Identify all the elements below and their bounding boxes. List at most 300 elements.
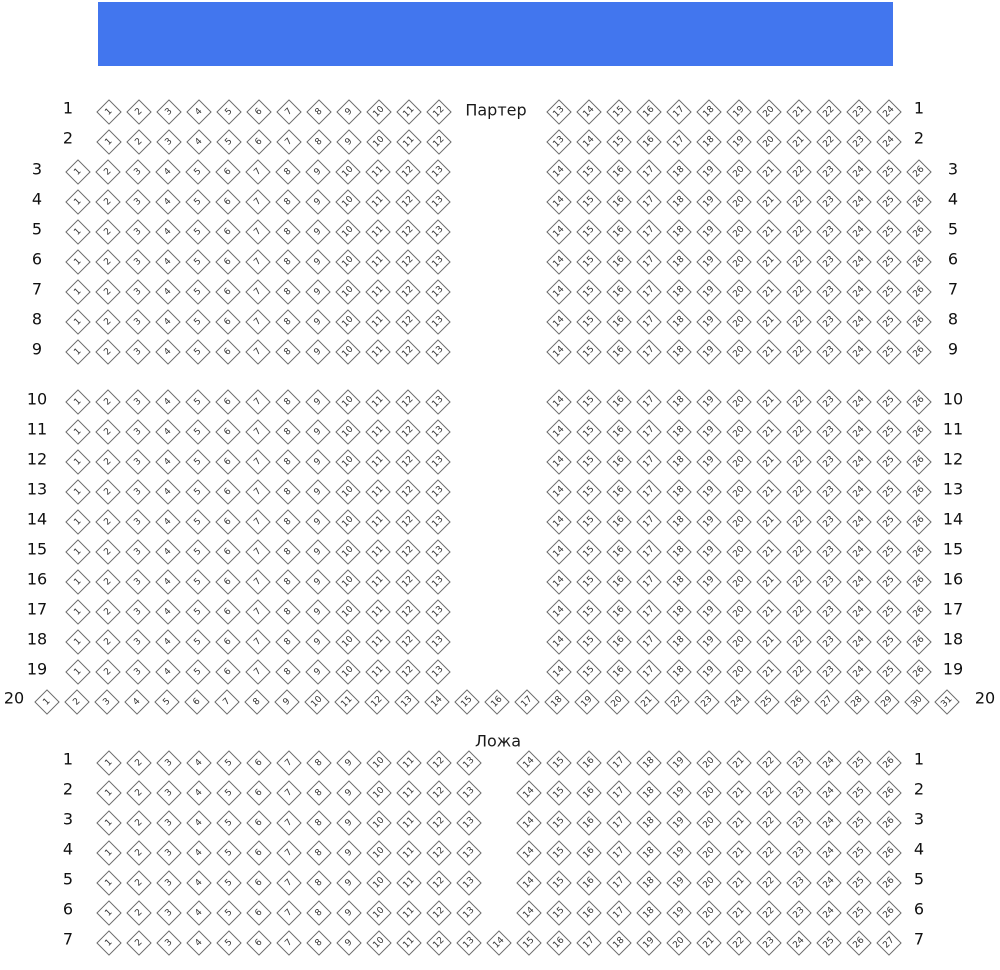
seat-number: 17 bbox=[641, 224, 657, 240]
seat-number: 6 bbox=[222, 426, 234, 438]
seat-number: 18 bbox=[641, 875, 657, 891]
seat-number: 27 bbox=[819, 694, 835, 710]
seat-number: 5 bbox=[192, 516, 204, 528]
seat-number: 22 bbox=[791, 664, 807, 680]
seat-number: 10 bbox=[340, 484, 356, 500]
seat-number: 26 bbox=[911, 544, 927, 560]
seat-number: 15 bbox=[551, 815, 567, 831]
seat-number: 7 bbox=[252, 256, 264, 268]
seat-number: 22 bbox=[669, 694, 685, 710]
seat-number: 7 bbox=[252, 576, 264, 588]
seat-number: 25 bbox=[881, 664, 897, 680]
seat-number: 13 bbox=[461, 905, 477, 921]
seat-number: 7 bbox=[283, 787, 295, 799]
seat-number: 5 bbox=[223, 787, 235, 799]
seat-number: 9 bbox=[343, 757, 355, 769]
parter-row-8-label-left: 8 bbox=[31, 309, 43, 329]
seat-number: 25 bbox=[851, 785, 867, 801]
seat-number: 13 bbox=[430, 194, 446, 210]
seat-number: 18 bbox=[671, 314, 687, 330]
seat-number: 17 bbox=[641, 314, 657, 330]
seat-number: 4 bbox=[193, 937, 205, 949]
seat-number: 18 bbox=[671, 344, 687, 360]
seat-number: 11 bbox=[401, 845, 417, 861]
seat-number: 9 bbox=[312, 396, 324, 408]
lozha-row-5-label-left: 5 bbox=[62, 869, 74, 889]
seat-number: 14 bbox=[551, 664, 567, 680]
seat-number: 22 bbox=[791, 544, 807, 560]
seat-number: 22 bbox=[761, 785, 777, 801]
seat-number: 17 bbox=[581, 935, 597, 951]
seat-number: 2 bbox=[102, 196, 114, 208]
parter-row-19-seat-26[interactable] bbox=[905, 658, 933, 686]
seat-number: 23 bbox=[821, 484, 837, 500]
seat-number: 20 bbox=[731, 284, 747, 300]
seat-number: 17 bbox=[611, 845, 627, 861]
seat-number: 24 bbox=[851, 224, 867, 240]
seat-number: 16 bbox=[641, 104, 657, 120]
seat-number: 2 bbox=[102, 286, 114, 298]
seat-number: 1 bbox=[72, 546, 84, 558]
seat-number: 21 bbox=[731, 845, 747, 861]
seat-number: 26 bbox=[911, 484, 927, 500]
seat-number: 17 bbox=[519, 694, 535, 710]
seat-number: 21 bbox=[761, 284, 777, 300]
seat-number: 13 bbox=[430, 424, 446, 440]
seat-number: 19 bbox=[701, 344, 717, 360]
seat-number: 19 bbox=[671, 905, 687, 921]
seat-number: 15 bbox=[611, 134, 627, 150]
seat-number: 12 bbox=[400, 514, 416, 530]
parter-row-1-label-right: 1 bbox=[913, 98, 925, 118]
seat-number: 11 bbox=[370, 194, 386, 210]
seat-number: 21 bbox=[761, 424, 777, 440]
section-title-lozha: Ложа bbox=[474, 731, 522, 751]
lozha-row-1-label-left: 1 bbox=[62, 749, 74, 769]
seat-number: 4 bbox=[162, 486, 174, 498]
seat-number: 24 bbox=[851, 544, 867, 560]
seat-number: 7 bbox=[252, 196, 264, 208]
seat-number: 22 bbox=[821, 134, 837, 150]
seat-number: 23 bbox=[791, 785, 807, 801]
seat-number: 18 bbox=[641, 755, 657, 771]
seat-number: 12 bbox=[400, 224, 416, 240]
parter-row-6-label-left: 6 bbox=[31, 249, 43, 269]
seat-number: 16 bbox=[581, 785, 597, 801]
seat-number: 8 bbox=[313, 787, 325, 799]
seat-number: 13 bbox=[430, 484, 446, 500]
seat-number: 7 bbox=[252, 316, 264, 328]
seat-number: 9 bbox=[312, 166, 324, 178]
seat-number: 23 bbox=[821, 194, 837, 210]
seat-number: 20 bbox=[731, 424, 747, 440]
seat-number: 9 bbox=[312, 636, 324, 648]
seat-number: 4 bbox=[162, 286, 174, 298]
seat-number: 15 bbox=[611, 104, 627, 120]
seat-number: 5 bbox=[161, 696, 173, 708]
seat-number: 18 bbox=[671, 284, 687, 300]
seat-number: 15 bbox=[581, 514, 597, 530]
seat-number: 20 bbox=[701, 815, 717, 831]
seat-number: 1 bbox=[72, 286, 84, 298]
seat-number: 24 bbox=[821, 905, 837, 921]
seat-number: 15 bbox=[581, 424, 597, 440]
seat-number: 5 bbox=[223, 907, 235, 919]
seat-number: 11 bbox=[370, 344, 386, 360]
seat-number: 23 bbox=[821, 574, 837, 590]
seat-number: 1 bbox=[72, 636, 84, 648]
seat-number: 26 bbox=[789, 694, 805, 710]
seat-number: 18 bbox=[671, 164, 687, 180]
seat-number: 24 bbox=[851, 254, 867, 270]
seat-number: 20 bbox=[731, 544, 747, 560]
seat-number: 14 bbox=[551, 224, 567, 240]
seat-number: 3 bbox=[132, 606, 144, 618]
seat-number: 7 bbox=[283, 877, 295, 889]
seat-number: 7 bbox=[283, 907, 295, 919]
seat-number: 21 bbox=[761, 544, 777, 560]
seat-number: 25 bbox=[881, 514, 897, 530]
seat-number: 22 bbox=[731, 935, 747, 951]
seat-number: 23 bbox=[791, 755, 807, 771]
seat-number: 17 bbox=[641, 344, 657, 360]
seat-number: 12 bbox=[400, 164, 416, 180]
seat-number: 8 bbox=[313, 106, 325, 118]
lozha-row-6-label-left: 6 bbox=[62, 899, 74, 919]
seat-number: 17 bbox=[611, 905, 627, 921]
seat-number: 9 bbox=[312, 546, 324, 558]
lozha-row-4-label-left: 4 bbox=[62, 839, 74, 859]
seat-number: 14 bbox=[551, 604, 567, 620]
seat-number: 2 bbox=[102, 426, 114, 438]
seat-number: 6 bbox=[253, 787, 265, 799]
seat-number: 6 bbox=[253, 937, 265, 949]
seat-number: 24 bbox=[851, 454, 867, 470]
seat-number: 22 bbox=[791, 424, 807, 440]
seat-number: 24 bbox=[851, 284, 867, 300]
seat-number: 18 bbox=[701, 134, 717, 150]
seat-number: 5 bbox=[223, 877, 235, 889]
seat-number: 7 bbox=[252, 426, 264, 438]
seat-number: 21 bbox=[731, 785, 747, 801]
seat-number: 17 bbox=[641, 604, 657, 620]
seat-number: 12 bbox=[400, 664, 416, 680]
seat-number: 5 bbox=[192, 396, 204, 408]
seat-number: 6 bbox=[222, 396, 234, 408]
seat-number: 13 bbox=[430, 164, 446, 180]
seat-number: 25 bbox=[881, 394, 897, 410]
lozha-row-7-label-right: 7 bbox=[913, 929, 925, 949]
seat-number: 22 bbox=[791, 344, 807, 360]
seat-number: 10 bbox=[340, 664, 356, 680]
seat-number: 15 bbox=[581, 344, 597, 360]
seat-number: 5 bbox=[192, 226, 204, 238]
seat-number: 3 bbox=[132, 546, 144, 558]
seat-number: 14 bbox=[491, 935, 507, 951]
seat-number: 16 bbox=[611, 344, 627, 360]
seat-number: 26 bbox=[881, 785, 897, 801]
seat-number: 18 bbox=[641, 785, 657, 801]
seat-number: 19 bbox=[671, 815, 687, 831]
seat-number: 2 bbox=[102, 546, 114, 558]
seat-number: 23 bbox=[821, 224, 837, 240]
parter-row-15-label-left: 15 bbox=[26, 539, 48, 559]
seat-number: 9 bbox=[343, 787, 355, 799]
seat-number: 8 bbox=[282, 226, 294, 238]
seat-number: 26 bbox=[911, 164, 927, 180]
seat-number: 3 bbox=[132, 396, 144, 408]
seat-number: 12 bbox=[431, 875, 447, 891]
seat-number: 6 bbox=[222, 456, 234, 468]
seat-number: 17 bbox=[641, 514, 657, 530]
seat-number: 26 bbox=[881, 815, 897, 831]
seat-number: 14 bbox=[551, 314, 567, 330]
seat-number: 19 bbox=[731, 134, 747, 150]
seat-number: 13 bbox=[551, 104, 567, 120]
seat-number: 6 bbox=[222, 226, 234, 238]
parter-row-13-label-left: 13 bbox=[26, 479, 48, 499]
seat-number: 4 bbox=[131, 696, 143, 708]
seat-number: 26 bbox=[911, 314, 927, 330]
seat-number: 4 bbox=[193, 877, 205, 889]
seat-number: 10 bbox=[371, 104, 387, 120]
seat-number: 11 bbox=[401, 134, 417, 150]
seat-number: 13 bbox=[461, 935, 477, 951]
seat-number: 26 bbox=[911, 284, 927, 300]
seat-number: 8 bbox=[282, 606, 294, 618]
seat-number: 7 bbox=[252, 666, 264, 678]
parter-row-5-label-right: 5 bbox=[947, 219, 959, 239]
parter-row-11-label-right: 11 bbox=[942, 419, 964, 439]
seat-number: 11 bbox=[370, 484, 386, 500]
seat-number: 6 bbox=[222, 346, 234, 358]
seat-number: 6 bbox=[222, 606, 234, 618]
seat-number: 1 bbox=[72, 666, 84, 678]
seat-number: 7 bbox=[283, 757, 295, 769]
parter-row-19-seat-13[interactable] bbox=[424, 658, 452, 686]
seat-number: 2 bbox=[71, 696, 83, 708]
seat-number: 2 bbox=[102, 226, 114, 238]
seat-number: 6 bbox=[253, 136, 265, 148]
seat-number: 2 bbox=[102, 486, 114, 498]
seat-number: 21 bbox=[761, 664, 777, 680]
seat-number: 26 bbox=[851, 935, 867, 951]
seat-number: 24 bbox=[851, 574, 867, 590]
parter-row-9-seat-26[interactable] bbox=[905, 338, 933, 366]
seat-number: 12 bbox=[400, 194, 416, 210]
seat-number: 19 bbox=[701, 514, 717, 530]
seat-number: 5 bbox=[223, 937, 235, 949]
seat-number: 10 bbox=[340, 194, 356, 210]
seat-number: 17 bbox=[641, 424, 657, 440]
seat-number: 6 bbox=[222, 576, 234, 588]
seat-number: 19 bbox=[701, 284, 717, 300]
seat-number: 18 bbox=[671, 454, 687, 470]
seat-number: 22 bbox=[791, 514, 807, 530]
seat-number: 19 bbox=[671, 755, 687, 771]
seat-number: 25 bbox=[759, 694, 775, 710]
seat-number: 5 bbox=[192, 456, 204, 468]
seat-number: 20 bbox=[731, 454, 747, 470]
seat-number: 23 bbox=[821, 314, 837, 330]
seat-number: 14 bbox=[551, 284, 567, 300]
seat-number: 1 bbox=[72, 196, 84, 208]
seat-number: 21 bbox=[731, 875, 747, 891]
seat-number: 23 bbox=[791, 845, 807, 861]
seat-number: 8 bbox=[313, 877, 325, 889]
seat-number: 2 bbox=[102, 256, 114, 268]
seat-number: 26 bbox=[911, 664, 927, 680]
seat-number: 21 bbox=[761, 514, 777, 530]
seat-number: 17 bbox=[641, 544, 657, 560]
seat-number: 8 bbox=[313, 817, 325, 829]
seat-number: 3 bbox=[132, 226, 144, 238]
seat-number: 9 bbox=[312, 516, 324, 528]
seat-number: 7 bbox=[252, 286, 264, 298]
seat-number: 2 bbox=[102, 636, 114, 648]
parter-row-16-label-right: 16 bbox=[942, 569, 964, 589]
lozha-row-7-seat-27[interactable] bbox=[875, 929, 903, 957]
seat-number: 25 bbox=[881, 254, 897, 270]
seat-number: 11 bbox=[370, 634, 386, 650]
seat-number: 15 bbox=[581, 194, 597, 210]
seat-number: 8 bbox=[313, 907, 325, 919]
parter-row-16-label-left: 16 bbox=[26, 569, 48, 589]
seat-number: 4 bbox=[162, 316, 174, 328]
seat-number: 4 bbox=[162, 226, 174, 238]
seat-number: 3 bbox=[163, 937, 175, 949]
seat-number: 9 bbox=[312, 346, 324, 358]
seat-number: 20 bbox=[731, 604, 747, 620]
seat-number: 26 bbox=[911, 454, 927, 470]
seat-number: 25 bbox=[851, 905, 867, 921]
seat-number: 20 bbox=[731, 254, 747, 270]
parter-row-9-seat-13[interactable] bbox=[424, 338, 452, 366]
seat-number: 22 bbox=[791, 604, 807, 620]
seat-number: 20 bbox=[731, 634, 747, 650]
seat-number: 25 bbox=[881, 484, 897, 500]
seat-number: 20 bbox=[671, 935, 687, 951]
seat-number: 20 bbox=[701, 755, 717, 771]
seat-number: 4 bbox=[193, 787, 205, 799]
seat-number: 14 bbox=[551, 454, 567, 470]
seat-number: 11 bbox=[370, 454, 386, 470]
seat-number: 21 bbox=[761, 484, 777, 500]
seat-number: 5 bbox=[223, 847, 235, 859]
seat-number: 12 bbox=[369, 694, 385, 710]
seat-number: 22 bbox=[761, 875, 777, 891]
seat-number: 10 bbox=[371, 785, 387, 801]
seat-number: 15 bbox=[551, 875, 567, 891]
seat-number: 20 bbox=[731, 394, 747, 410]
seat-number: 19 bbox=[701, 224, 717, 240]
seat-number: 5 bbox=[192, 166, 204, 178]
seat-number: 3 bbox=[132, 486, 144, 498]
seat-number: 16 bbox=[551, 935, 567, 951]
seat-number: 22 bbox=[791, 164, 807, 180]
parter-row-5-label-left: 5 bbox=[31, 219, 43, 239]
seat-number: 19 bbox=[701, 254, 717, 270]
seat-number: 11 bbox=[370, 254, 386, 270]
seat-number: 20 bbox=[731, 484, 747, 500]
seat-number: 13 bbox=[461, 875, 477, 891]
seat-number: 23 bbox=[851, 104, 867, 120]
seat-number: 19 bbox=[731, 104, 747, 120]
seat-number: 8 bbox=[282, 196, 294, 208]
seat-number: 13 bbox=[430, 574, 446, 590]
seat-number: 15 bbox=[551, 905, 567, 921]
seat-number: 13 bbox=[430, 634, 446, 650]
seat-number: 29 bbox=[879, 694, 895, 710]
seat-number: 6 bbox=[222, 196, 234, 208]
seat-number: 5 bbox=[192, 576, 204, 588]
seat-number: 11 bbox=[370, 604, 386, 620]
seat-number: 12 bbox=[431, 104, 447, 120]
seat-number: 19 bbox=[701, 574, 717, 590]
seat-number: 3 bbox=[163, 787, 175, 799]
seat-number: 8 bbox=[313, 937, 325, 949]
seat-number: 24 bbox=[851, 344, 867, 360]
seat-number: 16 bbox=[641, 134, 657, 150]
seat-number: 20 bbox=[731, 574, 747, 590]
seat-number: 16 bbox=[611, 254, 627, 270]
seat-number: 13 bbox=[430, 454, 446, 470]
seat-number: 9 bbox=[343, 907, 355, 919]
seat-number: 20 bbox=[731, 224, 747, 240]
seat-number: 22 bbox=[761, 755, 777, 771]
seat-number: 16 bbox=[611, 484, 627, 500]
seat-number: 12 bbox=[431, 134, 447, 150]
seat-number: 14 bbox=[551, 424, 567, 440]
seat-number: 12 bbox=[400, 284, 416, 300]
parter-row-3-label-right: 3 bbox=[947, 159, 959, 179]
seat-number: 7 bbox=[252, 606, 264, 618]
seat-number: 1 bbox=[72, 256, 84, 268]
seat-number: 3 bbox=[132, 426, 144, 438]
seat-number: 2 bbox=[102, 396, 114, 408]
seat-number: 8 bbox=[282, 166, 294, 178]
seat-number: 3 bbox=[163, 817, 175, 829]
seat-number: 2 bbox=[102, 456, 114, 468]
seat-number: 8 bbox=[282, 636, 294, 648]
seat-number: 10 bbox=[340, 454, 356, 470]
seat-number: 17 bbox=[641, 394, 657, 410]
parter-row-2-seat-12[interactable] bbox=[425, 128, 453, 156]
seat-number: 18 bbox=[671, 194, 687, 210]
seat-number: 13 bbox=[430, 314, 446, 330]
seat-number: 6 bbox=[222, 166, 234, 178]
seat-number: 1 bbox=[103, 937, 115, 949]
seat-number: 10 bbox=[340, 164, 356, 180]
seat-number: 2 bbox=[102, 666, 114, 678]
seat-number: 9 bbox=[312, 316, 324, 328]
seat-number: 15 bbox=[551, 755, 567, 771]
parter-row-20-seat-31[interactable] bbox=[933, 688, 961, 716]
seat-number: 18 bbox=[671, 484, 687, 500]
seat-number: 2 bbox=[102, 606, 114, 618]
seat-number: 9 bbox=[343, 937, 355, 949]
seat-number: 9 bbox=[343, 847, 355, 859]
seat-number: 22 bbox=[791, 224, 807, 240]
seat-number: 10 bbox=[340, 344, 356, 360]
seat-number: 16 bbox=[611, 224, 627, 240]
seat-number: 19 bbox=[641, 935, 657, 951]
seat-number: 5 bbox=[192, 486, 204, 498]
seat-number: 18 bbox=[671, 424, 687, 440]
parter-row-1-label-left: 1 bbox=[62, 98, 74, 118]
seat-number: 1 bbox=[72, 166, 84, 178]
parter-row-7-label-left: 7 bbox=[31, 279, 43, 299]
